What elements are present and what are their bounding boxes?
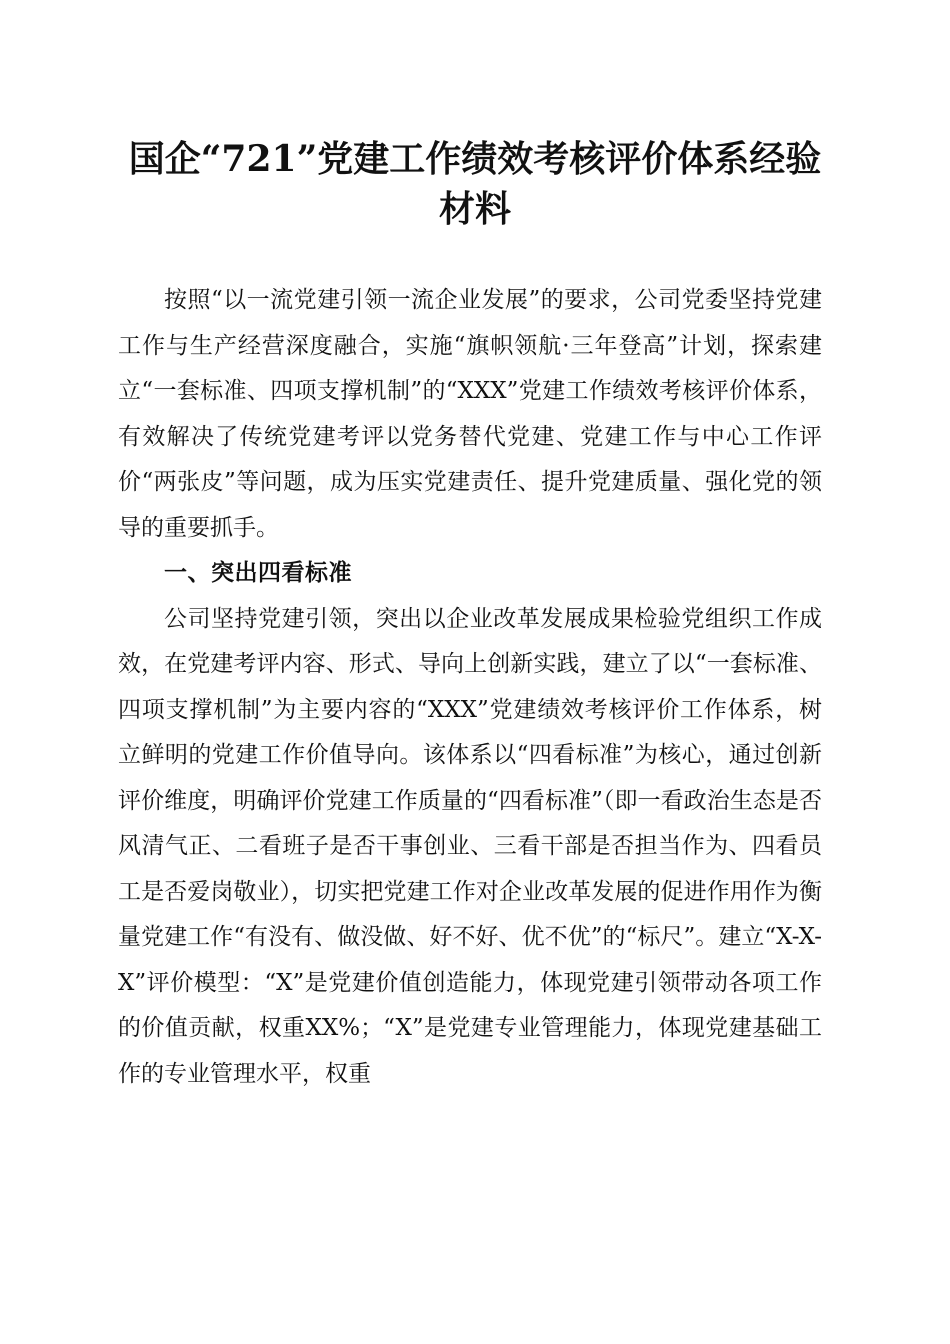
section-heading: 一、突出四看标准 [164, 560, 352, 586]
document-body [118, 278, 822, 1097]
intro-paragraph: 按照“以一流党建引领一流企业发展”的要求，公司党委坚持党建工作与生产经营深度融合，实施“旗帜领航·三年登高”计划，探索建立“一套标准、四项支撑机制”的“XXX”党建工作绩效考核评价体系，有效解决了传统党建考评以党务替代党建、党建工作与中心工作评价“两张皮”等问题，成为压实党建责任、提升党建质量、强化党的领导的重要抓手。 [118, 287, 822, 541]
section-paragraph: 公司坚持党建引领，突出以企业改革发展成果检验党组织工作成效，在党建考评内容、形式、导向上创新实践，建立了以“一套标准、四项支撑机制”为主要内容的“XXX”党建绩效考核评价工作体系，树立鲜明的党建工作价值导向。该体系以“四看标准”为核心，通过创新评价维度，明确评价党建工作质量的“四看标准”（即一看政治生态是否风清气正、二看班子是否干事创业、三看干部是否担当作为、四看员工是否爱岗敬业），切实把党建工作对企业改革发展的促进作用作为衡量党建工作“有没有、做没做、好不好、优不优”的“标尺”。建立“X-X-X”评价模型：“X”是党建价值创造能力，体现党建引领带动各项工作的价值贡献，权重XX%；“X”是党建专业管理能力，体现党建基础工作的专业管理水平，权重 [118, 605, 822, 1087]
document-title: 国企“721”党建工作绩效考核评价体系经验材料 [128, 138, 822, 230]
